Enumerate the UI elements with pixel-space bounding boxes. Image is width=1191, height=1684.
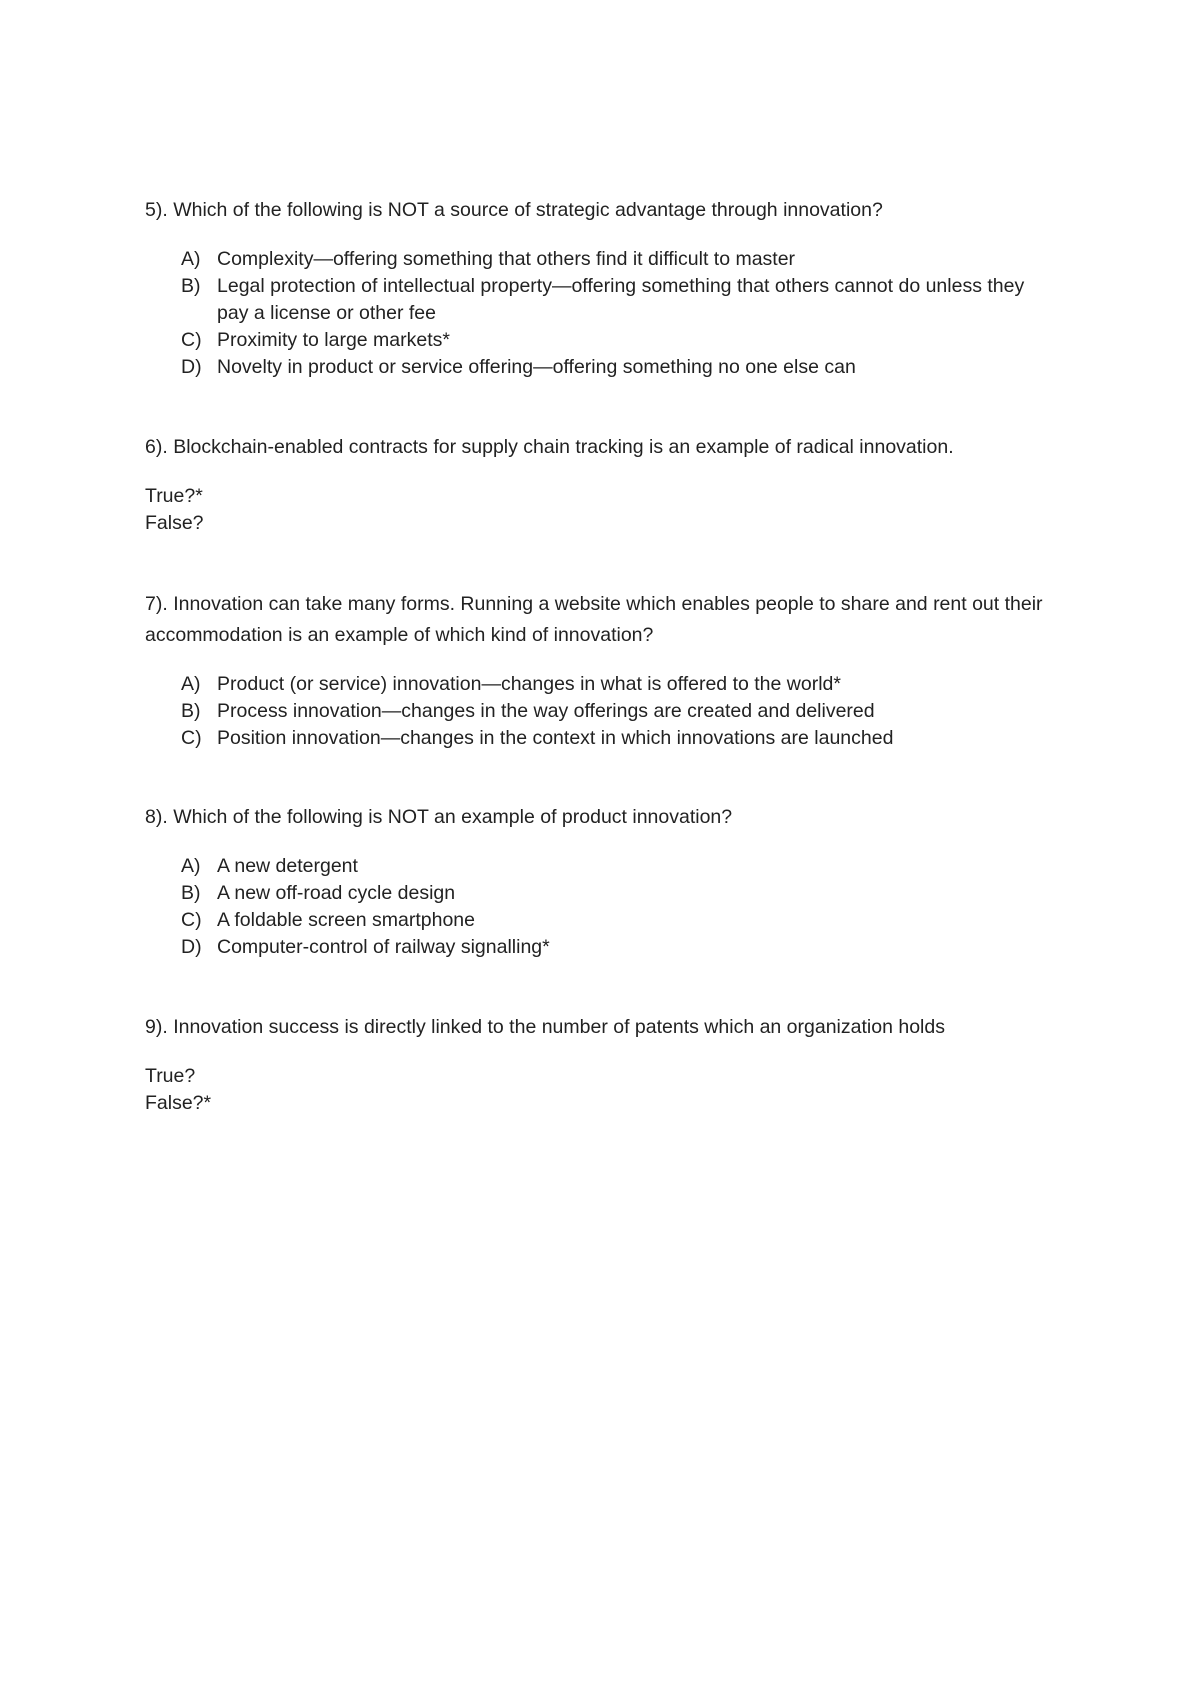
question-number: 5).: [145, 199, 168, 221]
option-c: [145, 327, 1045, 354]
option-letter: A): [181, 673, 201, 695]
question-8-options: [145, 853, 1045, 961]
question-body: Innovation can take many forms. Running a website which enables people to share and rent out their accommodation is an example of which kind of innovation?: [145, 593, 1043, 646]
question-5: [145, 195, 1045, 381]
option-letter: B): [181, 882, 201, 904]
true-option: True?: [145, 1065, 196, 1087]
question-6: [145, 432, 1045, 537]
question-body: Which of the following is NOT an example of product innovation?: [173, 806, 733, 828]
option-letter: A): [181, 248, 201, 270]
option-letter: C): [181, 727, 202, 749]
question-8-text: [145, 802, 1045, 833]
question-number: 6).: [145, 436, 168, 458]
option-b: [145, 273, 1045, 327]
option-letter: B): [181, 275, 201, 297]
option-text: A new detergent: [217, 855, 358, 877]
option-text: Position innovation—changes in the context in which innovations are launched: [217, 727, 894, 749]
false-option: False?*: [145, 1092, 212, 1114]
option-c: [145, 725, 1045, 752]
question-7: [145, 589, 1045, 752]
question-5-options: [145, 246, 1045, 381]
option-letter: B): [181, 700, 201, 722]
option-letter: D): [181, 936, 202, 958]
question-7-text: [145, 589, 1045, 651]
option-text: A new off-road cycle design: [217, 882, 456, 904]
option-letter: A): [181, 855, 201, 877]
question-number: 8).: [145, 806, 168, 828]
option-d: [145, 354, 1045, 381]
false-option: False?: [145, 512, 204, 534]
option-b: [145, 880, 1045, 907]
option-b: [145, 698, 1045, 725]
question-6-text: [145, 432, 1045, 463]
option-text: Computer-control of railway signalling*: [217, 936, 550, 958]
question-body: Which of the following is NOT a source of strategic advantage through innovation?: [173, 199, 883, 221]
option-text: Legal protection of intellectual property—offering something that others cannot do unless they pay a license or other fee: [217, 275, 1025, 324]
option-text: Process innovation—changes in the way offerings are created and delivered: [217, 700, 875, 722]
question-number: 7).: [145, 593, 168, 615]
option-letter: C): [181, 909, 202, 931]
true-option: True?*: [145, 485, 203, 507]
question-number: 9).: [145, 1016, 168, 1038]
question-body: Blockchain-enabled contracts for supply chain tracking is an example of radical innovation.: [173, 436, 954, 458]
option-d: [145, 934, 1045, 961]
option-c: [145, 907, 1045, 934]
option-text: Proximity to large markets*: [217, 329, 450, 351]
question-body: Innovation success is directly linked to the number of patents which an organization holds: [173, 1016, 945, 1038]
option-a: [145, 671, 1045, 698]
option-a: [145, 853, 1045, 880]
option-text: Complexity—offering something that others find it difficult to master: [217, 248, 796, 270]
question-5-text: [145, 195, 1045, 226]
question-8: [145, 802, 1045, 961]
question-7-options: [145, 671, 1045, 752]
option-a: [145, 246, 1045, 273]
option-text: Product (or service) innovation—changes in what is offered to the world*: [217, 673, 841, 695]
option-letter: D): [181, 356, 202, 378]
option-text: Novelty in product or service offering—offering something no one else can: [217, 356, 856, 378]
question-9-text: [145, 1012, 1045, 1043]
question-9: [145, 1012, 1045, 1117]
option-letter: C): [181, 329, 202, 351]
option-text: A foldable screen smartphone: [217, 909, 475, 931]
